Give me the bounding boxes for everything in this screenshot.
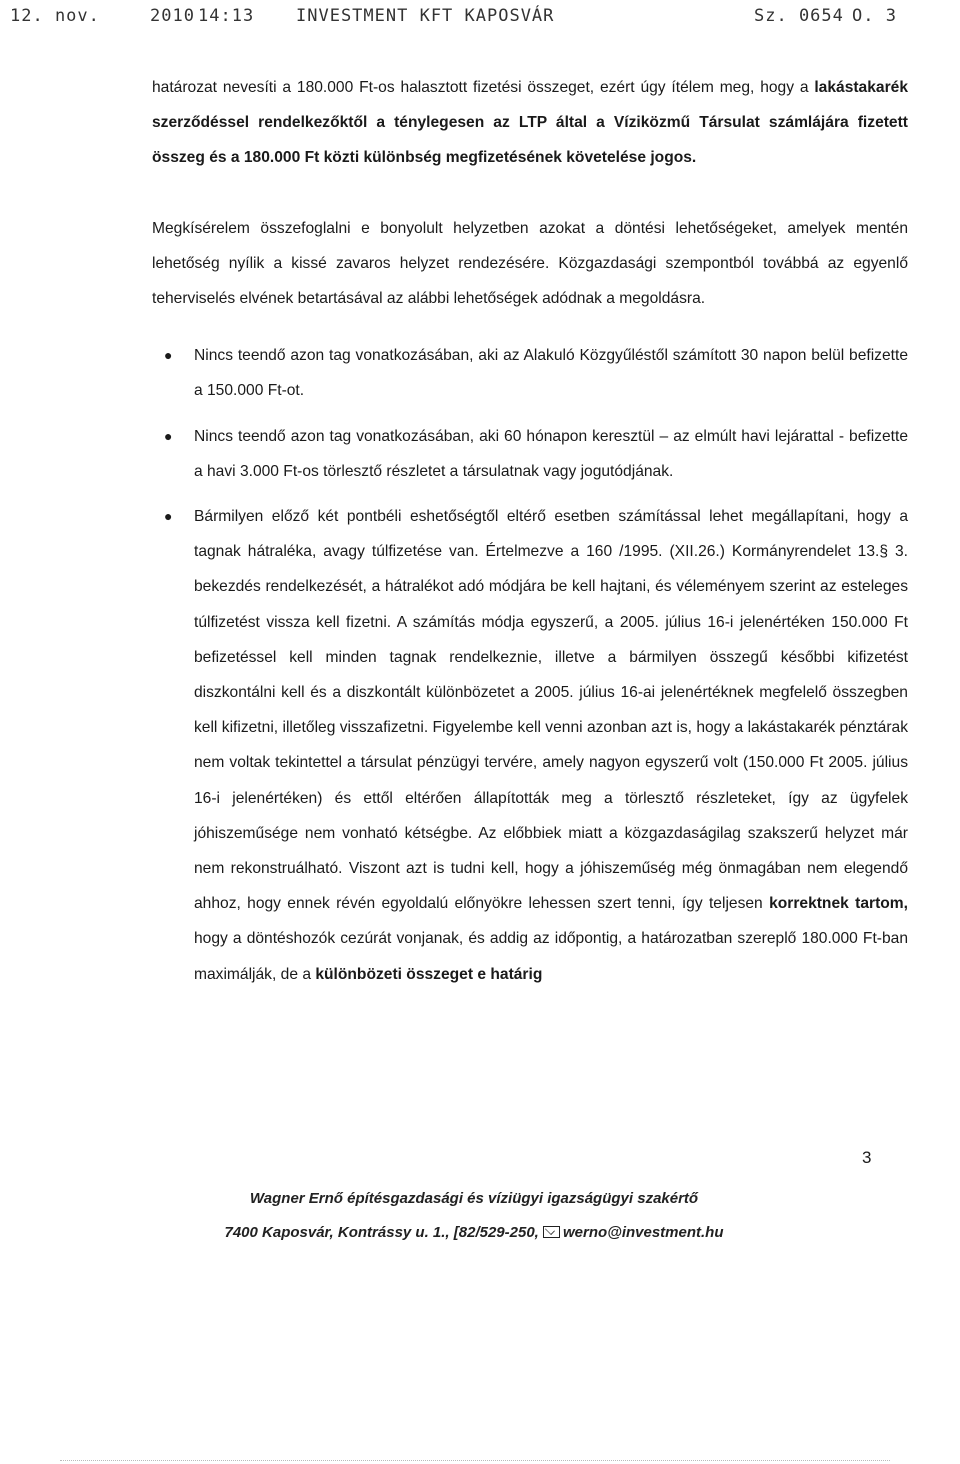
document-body [152,70,908,1002]
bullet-item-text: hogy a döntéshozók cezúrát vonjanak, és addig az időpontig, a határozatban szereplő 180.000 Ft-ban maximálják, de a [194,930,908,983]
paragraph-1 [152,70,908,176]
fax-date: 12. nov. [10,6,100,26]
telephone-icon: [ [453,1224,459,1241]
paragraph-2: Megkísérelem összefoglalni e bonyolult helyzetben azokat a döntési lehetőségeket, amelyek mentén lehetőség nyílik a kissé zavaros helyzet rendezésére. Közgazdasági szempontból továbbá az egyenlő teherviselés elvének betartásával az alábbi lehetőségek adódnak a megoldásra. [152,219,908,308]
bullet-item-bold: korrektnek tartom, [769,895,908,913]
scan-edge-divider [60,1460,890,1461]
paragraph-1-bold: lakástakarék szerződéssel rendelkezőktől a ténylegesen az LTP által a Víziközmű Társulat számlájára fizetett összeg és a 180.000 Ft közti különbség megfizetésének követelése jogos. [152,79,908,167]
bullet-icon: ● [164,508,173,525]
bullet-item-text: Bármilyen előző két pontbéli eshetőségtől eltérő esetben számítással lehet megállapítani, hogy a tagnak hátraléka, avagy túlfizetése van. Értelmezve a 160 /1995. (XII.26.) Kormányrendelet 13.§ 3. bekezdés rendelkezését, a hátralékot adó módjára be kell hajtani, és véleményem szerint az esteleges túlfizetést vissza kell fizetni. A számítás módja egyszerű, a 2005. július 16-i jelenértéken 150.000 Ft befizetéssel kell minden tagnak rendelkeznie, illetve a bármilyen összegű későbbi kifizetést diszkontálni kell és a diszkontált különbözetet a 2005. július 16-ai jelenértéknek megfelelő összegben kell kifizetni, illetőleg visszafizetni. Figyelembe kell venni azonban azt is, hogy a lakástakarék pénztárak nem voltak tekintettel a társulat pénzügyi tervére, amely nagyon egyszerű volt (150.000 Ft 2005. július 16-i jelenértéken) és ettől eltérően állapították meg a törlesztő részleteket, így az ügyfelek jóhiszeműsége nem vonható kétségbe. Az előbbiek miatt a közgazdaságilag szakszerű helyzet már nem rekonstruálható. Viszont azt is tudni kell, hogy a jóhiszeműség még önmagában nem elegendő ahhoz, hogy ennek révén egyoldalú előnyökre lehessen szert tenni, így teljesen [194,508,908,913]
fax-year: 2010 [150,6,195,26]
fax-time: 14:13 [198,6,255,26]
fax-number: Sz. 0654 [754,6,844,26]
bullet-item-text: Nincs teendő azon tag vonatkozásában, aki az Alakuló Közgyűléstől számított 30 napon belül befizette a 150.000 Ft-ot. [194,347,908,400]
bullet-list [152,338,908,992]
bullet-item-bold: különbözeti összeget e határig [315,965,543,983]
page-number: 3 [862,1148,872,1167]
bullet-item-text: Nincs teendő azon tag vonatkozásában, aki 60 hónapon keresztül – az elmúlt havi lejárattal - befizette a havi 3.000 Ft-os törlesztő részletet a társulatnak vagy jogutódjának. [194,427,908,480]
fax-page: O. 3 [852,6,897,26]
envelope-icon [543,1226,560,1238]
bullet-icon: ● [164,347,173,364]
footer-address: 7400 Kaposvár, Kontrássy u. 1., [224,1224,454,1241]
bullet-item-3 [152,499,908,992]
fax-sender: INVESTMENT KFT KAPOSVÁR [296,6,555,26]
bullet-item-1 [152,338,908,408]
paragraph-1-text: határozat nevesíti a 180.000 Ft-os halasztott fizetési összeget, ezért úgy ítélem meg, hogy a [152,79,815,96]
bullet-icon: ● [164,427,173,444]
bullet-item-2 [152,419,908,489]
footer-contact [0,1224,954,1241]
footer-author: Wagner Ernő építésgazdasági és víziügyi igazságügyi szakértő [249,1190,699,1207]
footer-email[interactable]: werno@investment.hu [563,1224,724,1241]
footer-phone: 82/529-250, [458,1224,544,1241]
fax-header [0,6,960,34]
